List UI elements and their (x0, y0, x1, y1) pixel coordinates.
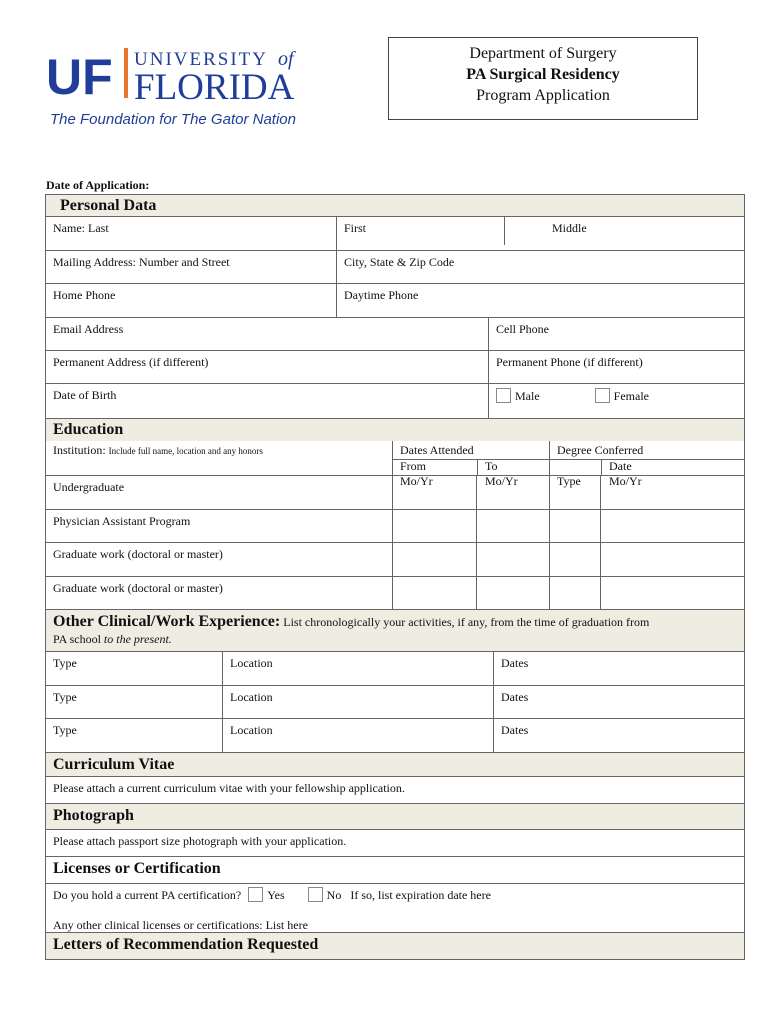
name-last-field[interactable] (46, 217, 336, 250)
degree-conferred-label: Degree Conferred (550, 443, 744, 460)
mailing-address-label: Mailing Address: Number and Street (53, 255, 230, 269)
education-row-label: Undergraduate (53, 480, 125, 494)
education-from-cell[interactable] (392, 476, 476, 509)
personal-heading: Personal Data (60, 197, 157, 214)
education-to-cell[interactable] (476, 476, 549, 509)
date-label: Date (609, 459, 632, 473)
no-label: No (326, 888, 342, 902)
title-box (388, 37, 698, 120)
cv-heading: Curriculum Vitae (53, 756, 175, 773)
clinical-instruction-italic: to the present. (103, 632, 172, 646)
clinical-row (46, 652, 744, 686)
clinical-row (46, 719, 744, 753)
education-from-cell[interactable] (392, 543, 476, 576)
clinical-location-cell[interactable] (222, 652, 493, 685)
section-education (46, 419, 744, 441)
section-personal-data (46, 195, 744, 217)
education-row (46, 577, 744, 610)
education-type-cell[interactable] (549, 476, 600, 509)
application-form (45, 194, 745, 960)
letters-heading: Letters of Recommendation Requested (53, 936, 319, 953)
row-licenses (46, 884, 744, 933)
education-date-cell[interactable] (600, 510, 744, 542)
clinical-row (46, 686, 744, 719)
clinical-location-cell[interactable] (222, 686, 493, 718)
clinical-dates-label: Dates (501, 723, 529, 737)
clinical-type-label: Type (53, 690, 77, 704)
name-middle-label: Middle (552, 221, 587, 235)
pa-certification-question: Do you hold a current PA certification? (53, 888, 242, 902)
date-of-application-label: Date of Application: (46, 178, 150, 192)
clinical-location-cell[interactable] (222, 719, 493, 752)
education-type-cell[interactable] (549, 543, 600, 576)
email-field[interactable] (46, 318, 488, 350)
date-header (601, 459, 745, 488)
logo-of-text: of (278, 48, 294, 70)
city-state-zip-field[interactable] (336, 251, 744, 283)
education-row-label: Physician Assistant Program (53, 514, 191, 528)
clinical-dates-label: Dates (501, 690, 529, 704)
education-row (46, 543, 744, 577)
title-department: Department of Surgery (469, 45, 617, 62)
title-program: PA Surgical Residency (466, 66, 620, 83)
yes-checkbox[interactable] (248, 887, 263, 902)
education-row-label: Graduate work (doctoral or master) (53, 547, 223, 561)
section-clinical-experience (46, 610, 744, 652)
date-of-birth-field[interactable] (46, 384, 488, 418)
section-letters (46, 933, 744, 960)
clinical-dates-label: Dates (501, 656, 529, 670)
row-photo-text (46, 830, 744, 857)
clinical-instruction: List chronologically your activities, if any, from the time of graduation from (280, 615, 650, 629)
from-sub-label: Mo/Yr (400, 474, 433, 488)
education-institution-cell[interactable] (46, 543, 392, 576)
name-first-field[interactable] (336, 217, 504, 250)
name-middle-field[interactable] (504, 217, 744, 250)
education-from-cell[interactable] (392, 510, 476, 542)
section-licenses (46, 857, 744, 884)
education-to-cell[interactable] (476, 510, 549, 542)
education-date-cell[interactable] (600, 476, 744, 509)
institution-note: Include full name, location and any honors (108, 446, 263, 456)
clinical-location-label: Location (230, 656, 273, 670)
licenses-heading: Licenses or Certification (53, 860, 221, 877)
expiration-instruction: If so, list expiration date here (350, 888, 491, 902)
education-row-label: Graduate work (doctoral or master) (53, 581, 223, 595)
clinical-heading: Other Clinical/Work Experience: (53, 613, 281, 630)
row-permanent (46, 351, 744, 384)
other-licenses-label: Any other clinical licenses or certifications: List here (53, 918, 308, 932)
cell-phone-label: Cell Phone (496, 322, 549, 336)
section-photograph (46, 804, 744, 830)
to-header (477, 459, 550, 488)
daytime-phone-field[interactable] (336, 284, 744, 317)
cell-phone-field[interactable] (488, 318, 744, 350)
education-institution-cell[interactable] (46, 577, 392, 609)
no-checkbox[interactable] (308, 887, 323, 902)
education-date-cell[interactable] (600, 577, 744, 609)
education-type-cell[interactable] (549, 510, 600, 542)
institution-label: Institution: (53, 443, 106, 457)
education-institution-cell[interactable] (46, 510, 392, 542)
clinical-type-cell[interactable] (46, 686, 222, 718)
row-mailing (46, 251, 744, 284)
degree-conferred-header (549, 441, 744, 488)
row-dob (46, 384, 744, 419)
dates-attended-label: Dates Attended (393, 443, 549, 460)
education-to-cell[interactable] (476, 543, 549, 576)
city-state-zip-label: City, State & Zip Code (344, 255, 455, 269)
education-row (46, 476, 744, 510)
education-row (46, 510, 744, 543)
logo-divider-bar (124, 48, 128, 98)
name-first-label: First (344, 221, 367, 235)
row-cv-text (46, 777, 744, 804)
education-from-cell[interactable] (392, 577, 476, 609)
photo-text: Please attach passport size photograph with your application. (53, 834, 347, 848)
name-last-label: Name: Last (53, 221, 109, 235)
mailing-address-field[interactable] (46, 251, 336, 283)
row-phones (46, 284, 744, 318)
logo-uf-text: UF (46, 49, 113, 105)
male-label: Male (515, 389, 540, 403)
date-of-birth-label: Date of Birth (53, 388, 117, 402)
daytime-phone-label: Daytime Phone (344, 288, 419, 302)
date-sub-label: Mo/Yr (609, 474, 642, 488)
female-checkbox[interactable] (595, 388, 610, 403)
gender-cell (488, 384, 744, 418)
logo-florida-text: FLORIDA (134, 67, 295, 108)
to-label: To (485, 459, 498, 473)
clinical-dates-cell[interactable] (493, 652, 744, 685)
clinical-type-cell[interactable] (46, 719, 222, 752)
uf-logo (46, 44, 336, 134)
photo-heading: Photograph (53, 807, 134, 824)
middle-divider (504, 217, 505, 245)
clinical-dates-cell[interactable] (493, 686, 744, 718)
clinical-type-label: Type (53, 656, 77, 670)
female-label: Female (613, 389, 649, 403)
dates-attended-header (392, 441, 549, 488)
institution-header (46, 441, 392, 475)
clinical-type-cell[interactable] (46, 652, 222, 685)
permanent-address-field[interactable] (46, 351, 488, 383)
home-phone-field[interactable] (46, 284, 336, 317)
home-phone-label: Home Phone (53, 288, 116, 302)
cv-text: Please attach a current curriculum vitae with your fellowship application. (53, 781, 405, 795)
education-to-cell[interactable] (476, 577, 549, 609)
male-checkbox[interactable] (496, 388, 511, 403)
clinical-location-label: Location (230, 690, 273, 704)
logo-university-text: UNIVERSITY (134, 49, 268, 70)
clinical-type-label: Type (53, 723, 77, 737)
section-curriculum-vitae (46, 753, 744, 777)
clinical-instruction-line2: PA school (53, 632, 104, 646)
email-label: Email Address (53, 322, 124, 336)
type-header: Type (557, 474, 581, 488)
permanent-address-label: Permanent Address (if different) (53, 355, 209, 369)
yes-label: Yes (267, 888, 285, 902)
education-type-cell[interactable] (549, 577, 600, 609)
row-name (46, 217, 744, 251)
logo-tagline: The Foundation for The Gator Nation (50, 111, 296, 128)
clinical-header-text (53, 613, 740, 648)
from-label: From (400, 459, 427, 473)
to-sub-label: Mo/Yr (485, 474, 518, 488)
education-institution-cell[interactable] (46, 476, 392, 509)
title-application: Program Application (476, 87, 610, 104)
education-heading: Education (53, 421, 124, 438)
permanent-phone-label: Permanent Phone (if different) (496, 355, 643, 369)
row-email (46, 318, 744, 351)
permanent-phone-field[interactable] (488, 351, 744, 383)
clinical-location-label: Location (230, 723, 273, 737)
education-date-cell[interactable] (600, 543, 744, 576)
clinical-dates-cell[interactable] (493, 719, 744, 752)
